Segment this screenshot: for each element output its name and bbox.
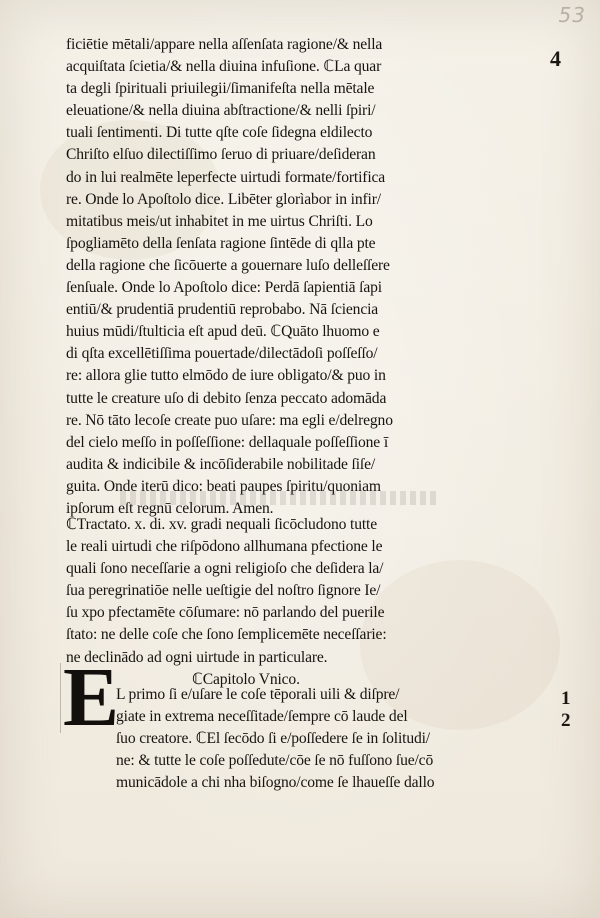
text-line: entiū/& prudentiā prudentiū reprobabo. Nā ſciencia [66,301,379,319]
text-line: municādole a chi nha biſogno/come ſe lhaueſſe dallo [116,774,435,792]
text-line: ſu xpo pfectamēte cōſumare: nō parlando del puerile [66,604,385,622]
text-line: tuali ſentimenti. Di tutte qſte coſe ſidegna eldilecto [66,124,373,142]
text-line: Chriſto elſuo dilectiſſimo ſeruo di priuare/deſideran [66,146,376,164]
signature-mark: 4 [550,46,561,71]
text-line: ta degli ſpirituali priuilegii/ſimanifeſta nella mētale [66,80,375,98]
text-line: eleuatione/& nella diuina abſtractione/& nelli ſpiri/ [66,102,376,120]
text-line: huius mūdi/ſtulticia eſt apud deū. ℂQuāto lhuomo e [66,323,380,341]
text-line: ℂTractato. x. di. xv. gradi nequali ſicōcludono tutte [66,516,377,533]
margin-number-1: 1 [561,688,571,709]
text-line: mitatibus meis/ut inhabitet in me uirtus Chriſti. Lo [66,212,373,230]
text-block-treatise-ix [66,34,528,520]
text-line: quali ſono neceſſarie a ogni religioſo che deſidera la/ [66,560,384,578]
drop-cap-initial: E [63,651,120,744]
text-line: ne declinādo ad ogni uirtude in particulare. [66,648,328,666]
text-line: tutte le creature uſo di debito ſenza peccato adomāda [66,389,387,407]
margin-number-2: 2 [561,710,571,731]
text-line: ne: & tutte le coſe poſſedute/cōe ſe nō fuſſono ſue/cō [116,752,434,770]
text-block-treatise-x-title [66,514,528,691]
text-line: di qſta excellētiſſima pouertade/dilectādoſi poſſeſſo/ [66,345,378,363]
text-line: guita. Onde iterū dico: beati paupes ſpiritu/quoniam [66,477,381,495]
text-block-chapter-body [116,684,528,794]
folio-number: 53 [558,3,586,27]
text-line: L primo ſi e/uſare le coſe tēporali uili & diſpre/ [116,686,400,703]
text-line: le reali uirtudi che riſpōdono allhumana pfectione le [66,538,383,556]
text-line: re: allora glie tutto elmōdo de iure obligato/& puo in [66,367,386,385]
text-line: ipſorum eſt regnū celorum. Amen. [66,499,274,517]
text-line: do in lui realmēte leperfecte uirtudi formate/fortifica [66,168,386,186]
text-line: ficiētie mētali/appare nella aſſenſata ragione/& nella [66,36,383,53]
text-line: del cielo meſſo in poſſeſſione: dellaquale poſſeſſione ī [66,433,389,451]
text-line: re. Onde lo Apoſtolo dice. Libēter glorìabor in infir/ [66,190,381,208]
text-line: ſenſuale. Onde lo Apoſtolo dice: Perdā ſapientiā ſapi [66,279,382,297]
text-line: ſua peregrinatiōe nelle ueſtigie del noſtro ſignore Ie/ [66,582,381,600]
text-line: ſtato: ne delle coſe che ſono ſemplicemēte neceſſarie: [66,626,387,644]
text-line: audita & indicibile & incōſiderabile nobilitade ſiſe/ [66,455,376,473]
text-line: ſuo creatore. ℂEl ſecōdo ſi e/poſſedere ſe in ſolitudi/ [116,730,430,748]
show-through-ink [120,491,440,505]
text-line: acquiſtata ſcietia/& nella diuina infuſione. ℂLa quar [66,58,382,76]
chapter-heading: ℂCapitolo Vnico. [192,670,300,688]
text-line: giate in extrema neceſſitade/ſempre cō laude del [116,708,408,726]
text-line: della ragione che ſicōuerte a gouernare luſo delleſſere [66,256,390,274]
text-line: re. Nō tāto lecoſe create puo uſare: ma egli e/delregno [66,411,393,429]
text-line: ſpogliamēto della ſenſata ragione ſintēde di qlla pte [66,234,376,252]
